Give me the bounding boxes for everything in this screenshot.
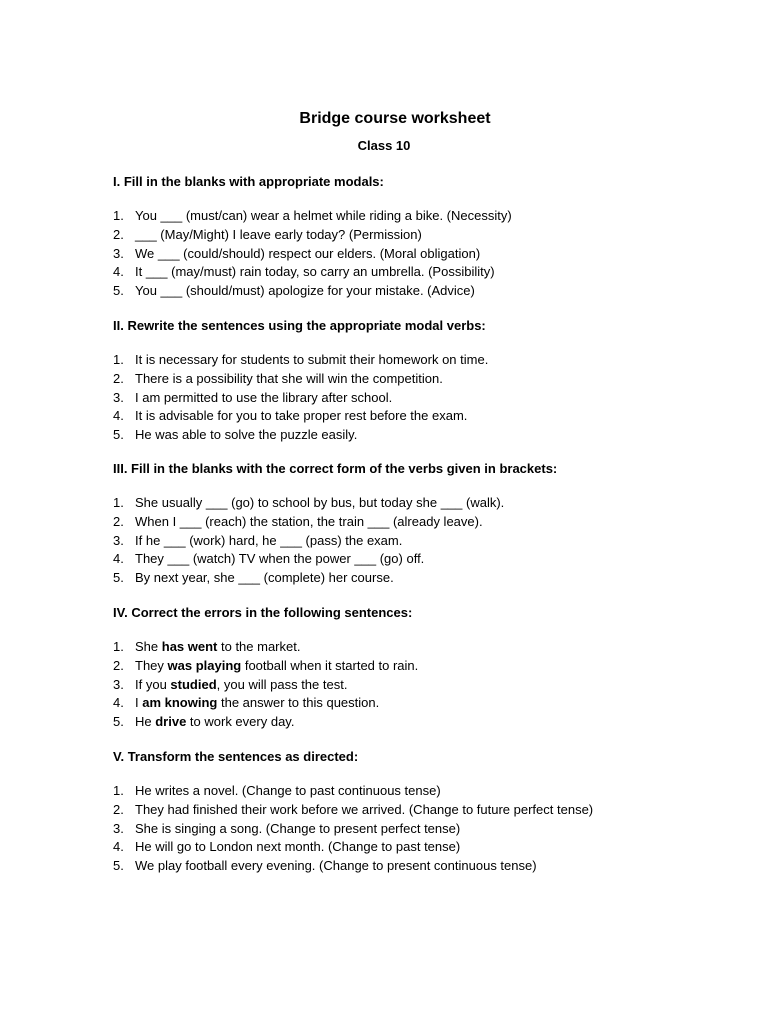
list-item xyxy=(113,408,467,424)
item-number: 4. xyxy=(113,408,124,424)
error-phrase: was playing xyxy=(167,657,242,673)
item-number: 2. xyxy=(113,226,124,242)
item-number: 2. xyxy=(113,370,124,386)
item-number: 4. xyxy=(113,551,124,567)
item-text: When I ___ (reach) the station, the train ___ (already leave). xyxy=(135,513,483,529)
item-number: 5. xyxy=(113,283,124,299)
item-text: If you xyxy=(135,676,171,692)
item-number: 2. xyxy=(113,657,124,673)
item-text: He was able to solve the puzzle easily. xyxy=(135,427,358,443)
list-item xyxy=(113,639,300,655)
list-item xyxy=(113,695,379,711)
list-item xyxy=(113,390,392,406)
item-text: By next year, she ___ (complete) her course. xyxy=(135,570,394,586)
item-number: 1. xyxy=(113,639,124,654)
item-number: 1. xyxy=(113,352,124,367)
item-number: 5. xyxy=(113,570,124,586)
item-number: 1. xyxy=(113,208,124,223)
item-text: We play football every evening. (Change to present continuous tense) xyxy=(135,858,537,874)
item-text: If he ___ (work) hard, he ___ (pass) the exam. xyxy=(135,532,403,548)
section-heading: II. Rewrite the sentences using the appropriate modal verbs: xyxy=(113,318,486,333)
item-text: She xyxy=(135,639,162,654)
list-item xyxy=(113,514,483,530)
page-title: Bridge course worksheet xyxy=(299,110,491,127)
list-item xyxy=(113,246,480,262)
item-number: 4. xyxy=(113,695,124,711)
item-number: 2. xyxy=(113,513,124,529)
error-phrase: am knowing xyxy=(142,695,218,711)
item-text: the answer to this question. xyxy=(217,695,380,711)
item-number: 5. xyxy=(113,858,124,874)
item-text: It is necessary for students to submit their homework on time. xyxy=(135,352,489,367)
item-text: to work every day. xyxy=(186,714,295,730)
item-text: I xyxy=(135,695,143,711)
list-item xyxy=(113,227,422,243)
list-item xyxy=(113,658,418,674)
section-heading: I. Fill in the blanks with appropriate modals: xyxy=(113,174,384,189)
item-number: 4. xyxy=(113,839,124,855)
item-text: , you will pass the test. xyxy=(216,676,348,692)
section-heading: IV. Correct the errors in the following sentences: xyxy=(113,605,413,620)
error-phrase: studied xyxy=(170,676,217,692)
item-number: 3. xyxy=(113,245,124,261)
list-item xyxy=(113,283,475,299)
item-number: 5. xyxy=(113,427,124,443)
item-text: football when it started to rain. xyxy=(241,657,419,673)
item-text: It is advisable for you to take proper rest before the exam. xyxy=(135,408,468,424)
item-number: 3. xyxy=(113,532,124,548)
item-number: 4. xyxy=(113,264,124,280)
error-phrase: drive xyxy=(155,714,187,730)
item-number: 2. xyxy=(113,801,124,817)
list-item xyxy=(113,714,294,730)
item-text: There is a possibility that she will win the competition. xyxy=(135,370,443,386)
item-text: He will go to London next month. (Change to past tense) xyxy=(135,839,461,855)
item-text: to the market. xyxy=(217,639,301,654)
list-item xyxy=(113,208,512,224)
list-item xyxy=(113,533,402,549)
item-number: 3. xyxy=(113,389,124,405)
item-text: He xyxy=(135,714,156,730)
list-item xyxy=(113,677,347,693)
item-number: 1. xyxy=(113,783,124,798)
item-number: 1. xyxy=(113,495,124,510)
item-number: 5. xyxy=(113,714,124,730)
item-number: 3. xyxy=(113,676,124,692)
list-item xyxy=(113,839,460,855)
item-text: ___ (May/Might) I leave early today? (Permission) xyxy=(135,226,422,242)
item-text: We ___ (could/should) respect our elders. (Moral obligation) xyxy=(135,245,481,261)
list-item xyxy=(113,495,504,511)
item-text: They had finished their work before we arrived. (Change to future perfect tense) xyxy=(135,801,594,817)
list-item xyxy=(113,821,460,837)
section-heading: V. Transform the sentences as directed: xyxy=(113,749,359,764)
item-text: You ___ (must/can) wear a helmet while riding a bike. (Necessity) xyxy=(135,208,512,223)
item-text: He writes a novel. (Change to past continuous tense) xyxy=(135,783,441,798)
list-item xyxy=(113,858,537,874)
page-subtitle: Class 10 xyxy=(357,138,411,153)
item-text: She usually ___ (go) to school by bus, but today she ___ (walk). xyxy=(135,495,505,510)
list-item xyxy=(113,570,394,586)
list-item xyxy=(113,802,593,818)
list-item xyxy=(113,551,424,567)
list-item xyxy=(113,371,443,387)
list-item xyxy=(113,427,357,443)
item-number: 3. xyxy=(113,820,124,836)
item-text: You ___ (should/must) apologize for your mistake. (Advice) xyxy=(135,283,475,299)
item-text: I am permitted to use the library after school. xyxy=(135,389,393,405)
list-item xyxy=(113,264,495,280)
item-text: She is singing a song. (Change to present perfect tense) xyxy=(135,820,461,836)
item-text: They xyxy=(135,657,168,673)
list-item xyxy=(113,352,488,368)
error-phrase: has went xyxy=(161,639,218,654)
item-text: It ___ (may/must) rain today, so carry an umbrella. (Possibility) xyxy=(135,264,495,280)
item-text: They ___ (watch) TV when the power ___ (go) off. xyxy=(135,551,425,567)
section-heading: III. Fill in the blanks with the correct form of the verbs given in brackets: xyxy=(113,461,558,476)
list-item xyxy=(113,783,441,799)
